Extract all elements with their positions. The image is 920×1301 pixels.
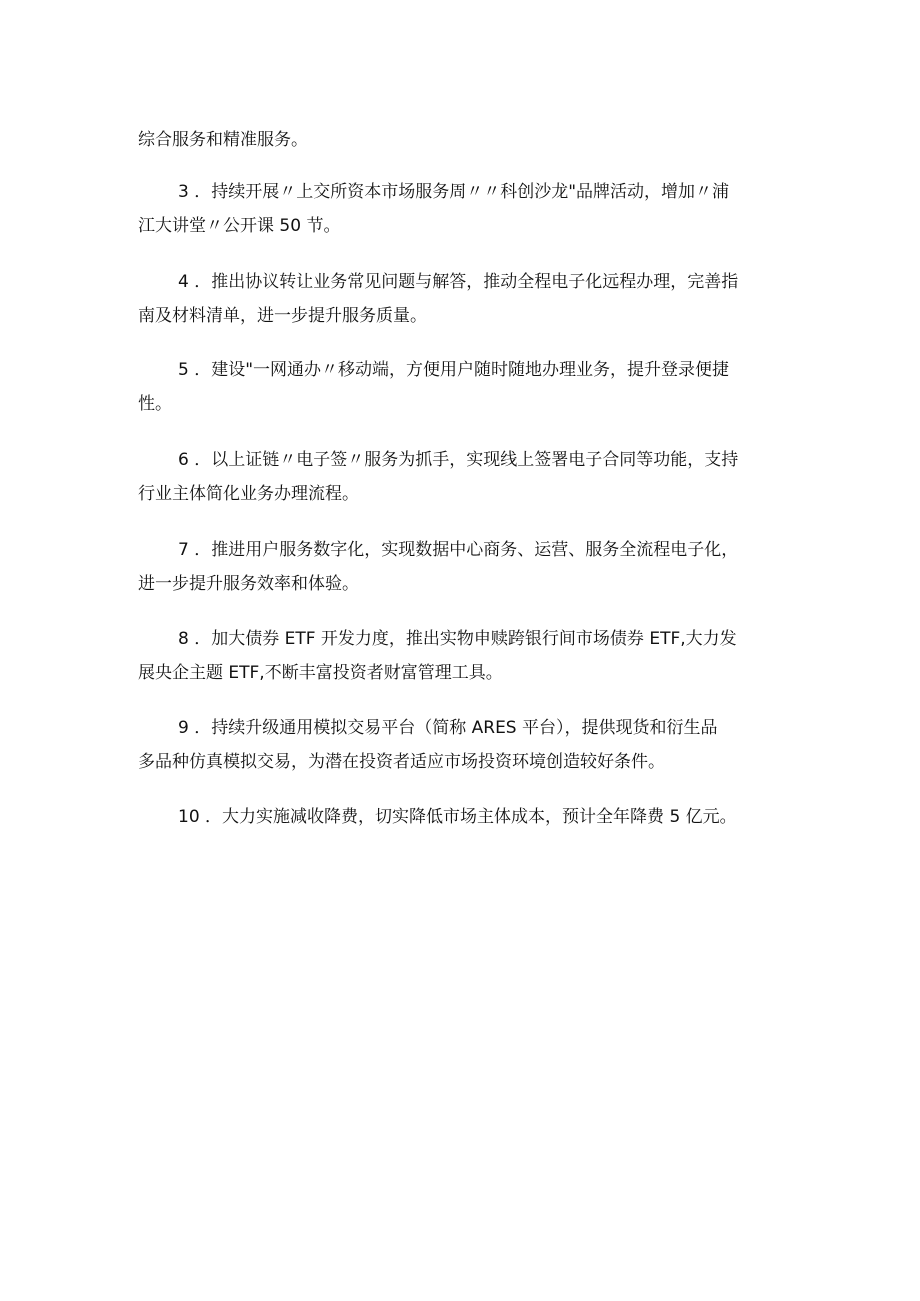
paragraph-line: 性。 [138, 394, 172, 414]
paragraph-line: 7 ．推进用户服务数字化，实现数据中心商务、运营、服务全流程电子化， [178, 540, 739, 560]
paragraph-continuation [138, 123, 798, 157]
paragraph-line: 3 ．持续开展〃上交所资本市场服务周〃〃科创沙龙"品牌活动，增加〃浦 [178, 182, 730, 202]
list-item-5 [138, 353, 798, 421]
list-item-8 [138, 622, 798, 690]
paragraph-line: 10 ．大力实施减收降费，切实降低市场主体成本，预计全年降费 5 亿元。 [178, 807, 737, 827]
list-item-4 [138, 265, 798, 333]
paragraph-line: 5 ．建设"一网通办〃移动端，方便用户随时随地办理业务，提升登录便捷 [178, 360, 730, 380]
list-item-9 [138, 711, 798, 779]
list-item-3 [138, 175, 798, 243]
paragraph-line: 9 ．持续升级通用模拟交易平台（简称 ARES 平台），提供现货和衍生品 [178, 718, 718, 738]
paragraph-line: 进一步提升服务效率和体验。 [138, 574, 359, 594]
paragraph-line: 多品种仿真模拟交易，为潜在投资者适应市场投资环境创造较好条件。 [138, 752, 665, 772]
paragraph-line: 6 ．以上证链〃电子签〃服务为抓手，实现线上签署电子合同等功能，支持 [178, 450, 739, 470]
paragraph-line: 4 ．推出协议转让业务常见问题与解答，推动全程电子化远程办理，完善指 [178, 272, 739, 292]
list-item-7 [138, 533, 798, 601]
paragraph-line: 8 ．加大债券 ETF 开发力度，推出实物申赎跨银行间市场债券 ETF,大力发 [178, 629, 737, 649]
list-item-6 [138, 443, 798, 511]
paragraph-line: 行业主体简化业务办理流程。 [138, 484, 359, 504]
paragraph-line: 展央企主题 ETF,不断丰富投资者财富管理工具。 [138, 663, 503, 683]
paragraph-line: 江大讲堂〃公开课 50 节。 [138, 216, 341, 236]
paragraph-line: 综合服务和精准服务。 [138, 130, 308, 150]
paragraph-line: 南及材料清单，进一步提升服务质量。 [138, 306, 427, 326]
list-item-10 [138, 800, 798, 834]
